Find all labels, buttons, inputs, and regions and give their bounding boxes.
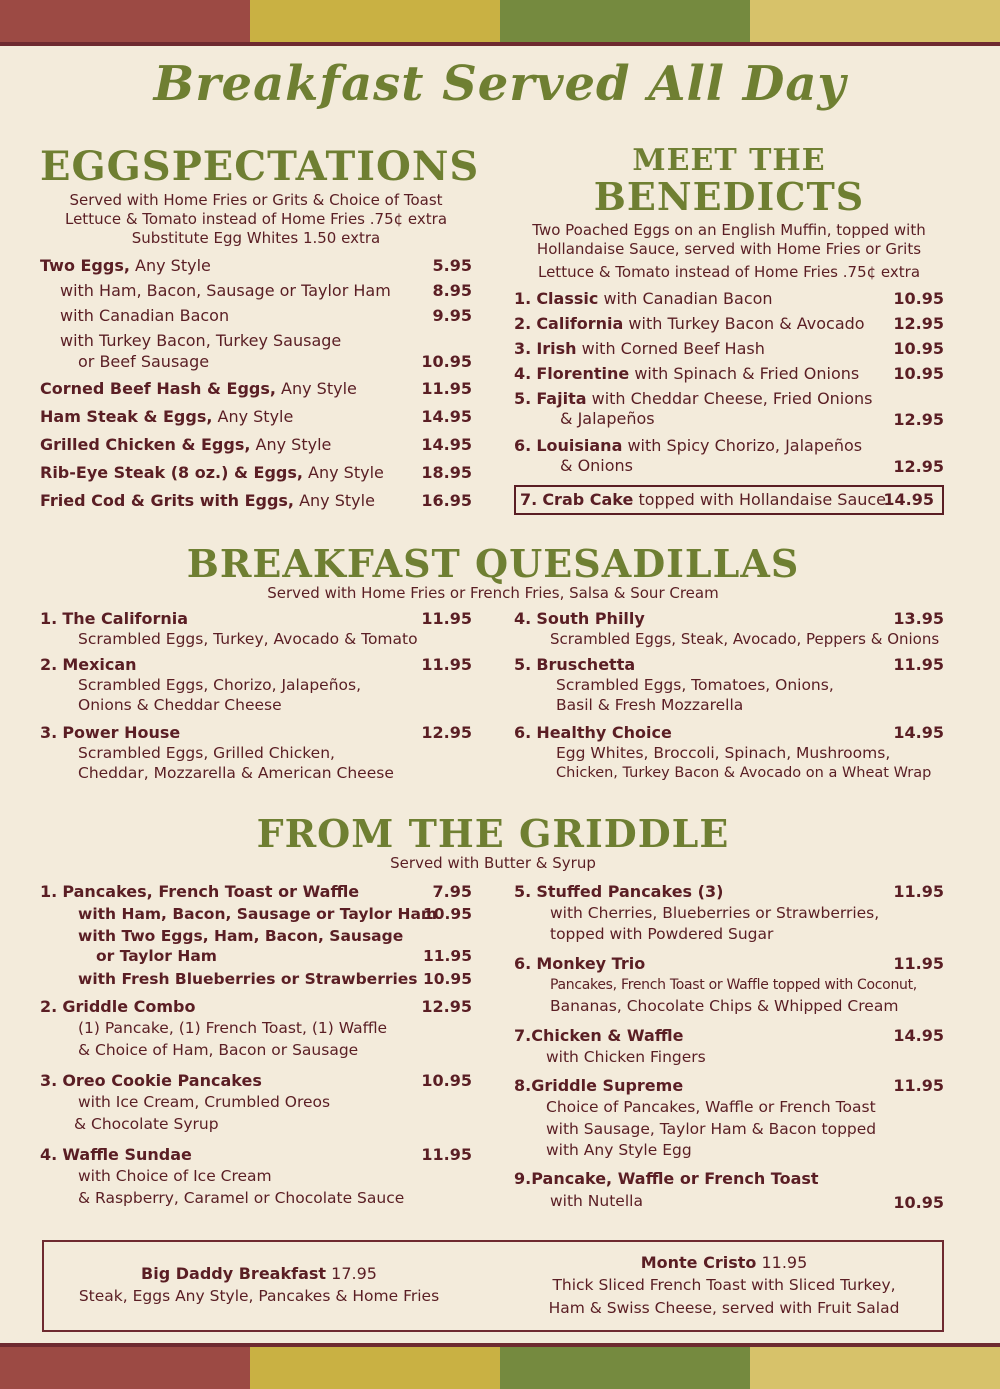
quesadillas-right-column [514, 609, 944, 791]
menu-sub-item: with Fresh Blueberries or Strawberries 10.95 [78, 970, 472, 988]
menu-item: Corned Beef Hash & Eggs, Any Style 11.95 [40, 379, 472, 398]
menu-sub-item: or Taylor Ham 11.95 [96, 947, 472, 965]
menu-item: or Beef Sausage 10.95 [78, 352, 472, 371]
page-title: Breakfast Served All Day [153, 56, 847, 112]
monte-cristo-special: Monte Cristo 11.95 Thick Sliced French Toast with Sliced Turkey, Ham & Swiss Cheese, served with Fruit Salad [548, 1253, 900, 1317]
menu-item: 6. Healthy Choice 14.95 Egg Whites, Broccoli, Spinach, Mushrooms, Chicken, Turkey Bacon & Avocado on a Wheat Wrap [514, 723, 944, 781]
menu-item: 6. Louisiana with Spicy Chorizo, Jalapeños & Onions 12.95 [514, 436, 944, 476]
menu-item: 4. Waffle Sundae 11.95 with Choice of Ice Cream & Raspberry, Caramel or Chocolate Sauce [40, 1145, 472, 1207]
griddle-left-column [40, 882, 472, 1213]
menu-sub-item: with Ham, Bacon, Sausage or Taylor Ham 10.95 [78, 905, 472, 923]
quesadillas-note: Served with Home Fries or French Fries, Salsa & Sour Cream [267, 584, 719, 602]
menu-item: 3. Power House 12.95 Scrambled Eggs, Grilled Chicken, Cheddar, Mozzarella & American Cheese [40, 723, 472, 782]
benedicts-section [514, 145, 944, 515]
quesadillas-left-column [40, 609, 472, 791]
menu-item: with Turkey Bacon, Turkey Sausage [60, 331, 342, 350]
menu-item: 5. Bruschetta 11.95 Scrambled Eggs, Tomatoes, Onions, Basil & Fresh Mozzarella [514, 655, 944, 714]
menu-item: 1. Classic with Canadian Bacon 10.95 [514, 289, 944, 308]
benedicts-heading-top: MEET THE [632, 143, 826, 178]
menu-item: 4. Florentine with Spinach & Fried Onions 10.95 [514, 364, 944, 383]
griddle-heading: FROM THE GRIDDLE [256, 811, 730, 856]
menu-item: 9.Pancake, Waffle or French Toast with Nutella 10.95 [514, 1169, 944, 1212]
menu-item: 1. Pancakes, French Toast or Waffle 7.95 [40, 882, 472, 901]
menu-item: 3. Oreo Cookie Pancakes 10.95 with Ice Cream, Crumbled Oreos & Chocolate Syrup [40, 1071, 472, 1133]
menu-item: 6. Monkey Trio 11.95 Pancakes, French Toast or Waffle topped with Coconut, Bananas, Chocolate Chips & Whipped Cream [514, 954, 944, 1015]
menu-item: 4. South Philly 13.95 Scrambled Eggs, Steak, Avocado, Peppers & Onions [514, 609, 944, 648]
menu-item: 1. The California 11.95 Scrambled Eggs, Turkey, Avocado & Tomato [40, 609, 472, 648]
menu-item: Ham Steak & Eggs, Any Style 14.95 [40, 407, 472, 426]
menu-item: 5. Stuffed Pancakes (3) 11.95 with Cherries, Blueberries or Strawberries, topped with Powdered Sugar [514, 882, 944, 943]
menu-item: 2. Mexican 11.95 Scrambled Eggs, Chorizo, Jalapeños, Onions & Cheddar Cheese [40, 655, 472, 714]
eggspectations-section [40, 143, 480, 519]
menu-item: 2. California with Turkey Bacon & Avocado 12.95 [514, 314, 944, 333]
griddle-note: Served with Butter & Syrup [390, 854, 596, 872]
top-color-band [0, 0, 1000, 42]
top-rule [0, 42, 1000, 46]
menu-item: 8.Griddle Supreme 11.95 Choice of Pancakes, Waffle or French Toast with Sausage, Taylor Ham & Bacon topped with Any Style Egg [514, 1076, 944, 1159]
griddle-right-column [514, 882, 944, 1215]
eggspectations-heading: EGGSPECTATIONS [40, 143, 480, 190]
menu-item: Grilled Chicken & Eggs, Any Style 14.95 [40, 435, 472, 454]
menu-item: Rib-Eye Steak (8 oz.) & Eggs, Any Style 18.95 [40, 463, 472, 482]
specials-box [42, 1240, 944, 1332]
benedicts-note: Two Poached Eggs on an English Muffin, topped with Hollandaise Sauce, served with Home Fries or Grits Lettuce & Tomato instead of Home Fries .75¢ extra [532, 221, 926, 281]
menu-item: Two Eggs, Any Style 5.95 [40, 256, 472, 275]
menu-item: with Canadian Bacon 9.95 [60, 306, 472, 325]
menu-item: 3. Irish with Corned Beef Hash 10.95 [514, 339, 944, 358]
big-daddy-special: Big Daddy Breakfast 17.95 Steak, Eggs Any Style, Pancakes & Home Fries [78, 1264, 440, 1305]
menu-sub-item: with Two Eggs, Ham, Bacon, Sausage [78, 927, 404, 945]
eggspectations-note: Served with Home Fries or Grits & Choice of Toast Lettuce & Tomato instead of Home Fries .75¢ extra Substitute Egg Whites 1.50 extra [64, 191, 448, 247]
benedicts-heading: BENEDICTS [593, 174, 865, 219]
menu-item: 7.Chicken & Waffle 14.95 with Chicken Fingers [514, 1026, 944, 1066]
menu-item: 5. Fajita with Cheddar Cheese, Fried Onions & Jalapeños 12.95 [514, 389, 944, 429]
menu-item: 2. Griddle Combo 12.95 (1) Pancake, (1) French Toast, (1) Waffle & Choice of Ham, Bacon or Sausage [40, 997, 472, 1059]
crab-cake-box: 7. Crab Cake topped with Hollandaise Sauce 14.95 [514, 485, 944, 515]
menu-item: Fried Cod & Grits with Eggs, Any Style 16.95 [40, 491, 472, 510]
bottom-rule [0, 1343, 1000, 1347]
quesadillas-heading: BREAKFAST QUESADILLAS [186, 541, 800, 586]
menu-item: with Ham, Bacon, Sausage or Taylor Ham 8.95 [60, 281, 472, 300]
bottom-color-band [0, 1347, 1000, 1389]
